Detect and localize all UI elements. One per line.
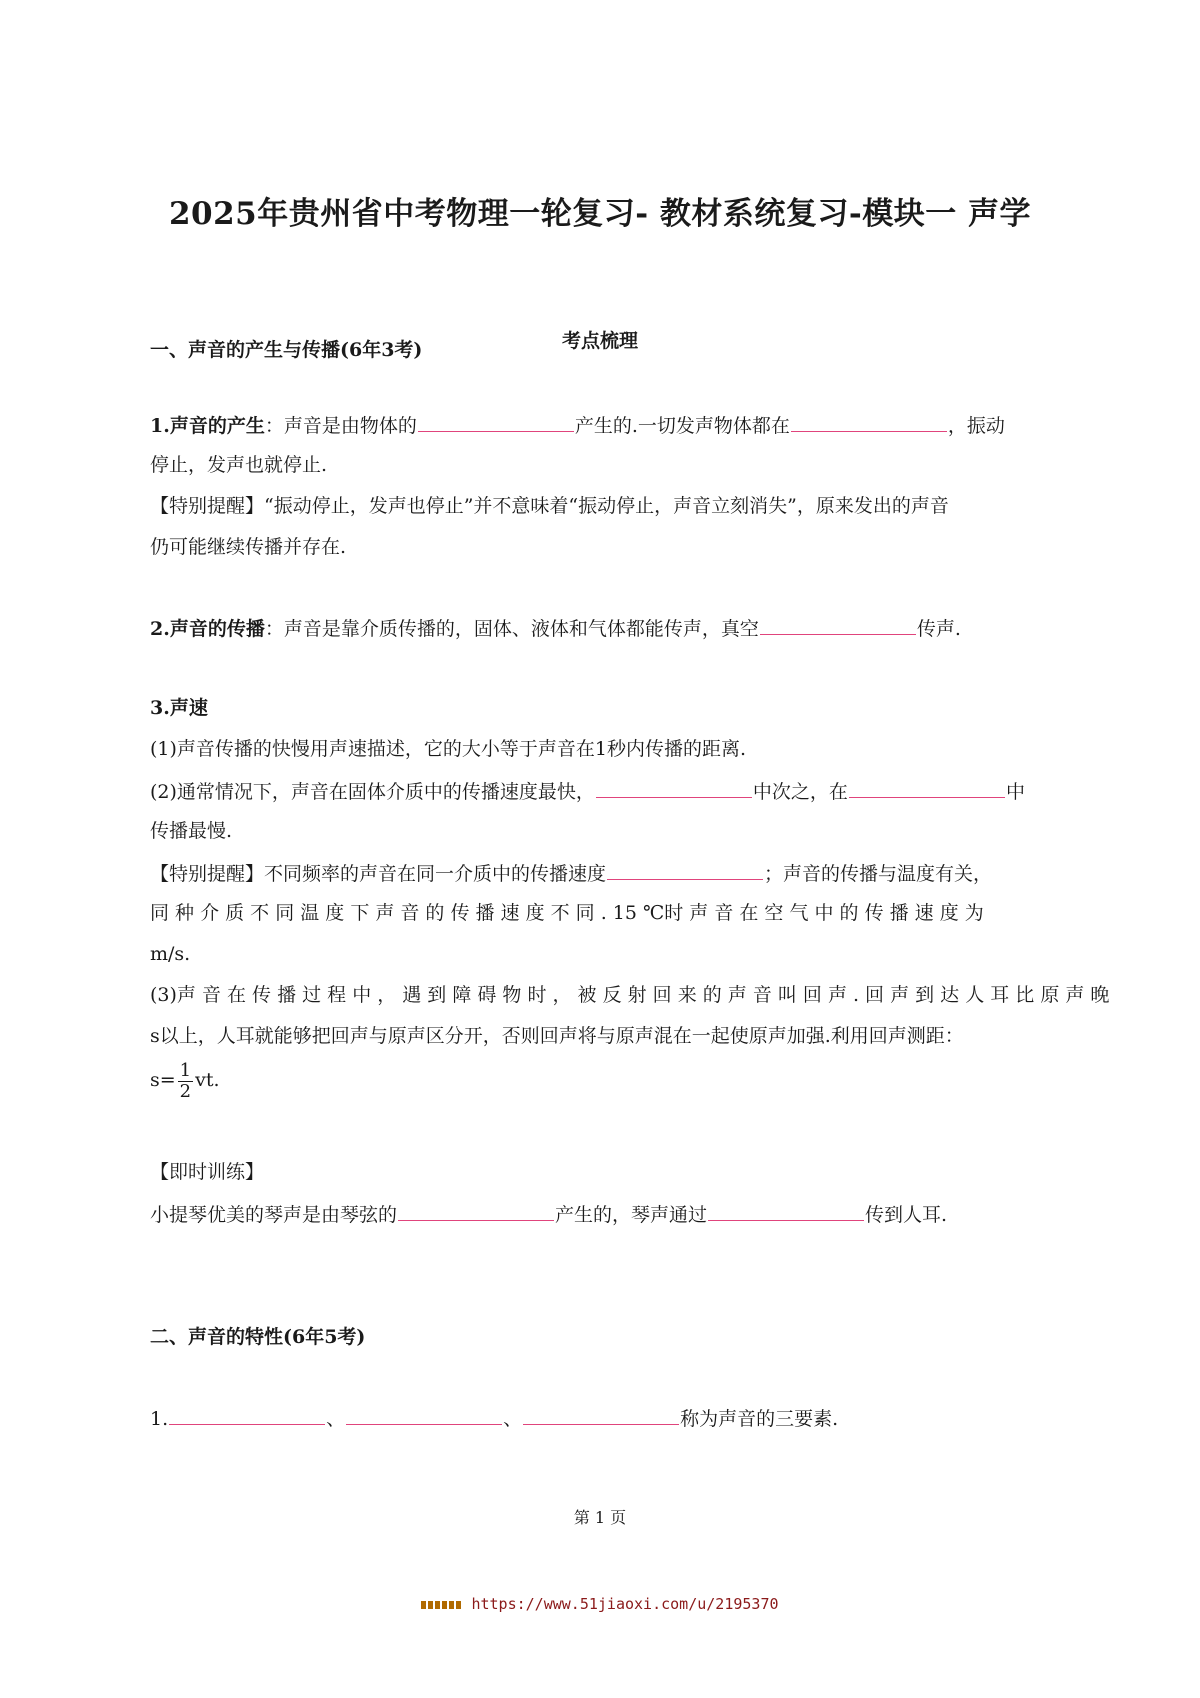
blank-5[interactable] [849, 778, 1005, 798]
p1-text-b: 产生的.一切发声物体都在 [574, 415, 790, 437]
s2-1-prefix: 1. [150, 1408, 169, 1430]
formula-suffix: vt. [195, 1069, 220, 1091]
p1-label: 1.声音的产生 [150, 415, 265, 437]
s2-1-suffix: 称为声音的三要素. [680, 1408, 839, 1430]
p3-item3-line1: (3)声 音 在 传 播 过 程 中 ， 遇 到 障 碍 物 时 ， 被 反 射 回 来 的 声 音 叫 回 声 . 回 声 到 达 人 耳 比 原 声 晚 [150, 984, 1110, 1006]
p3-item2-line2: 传播最慢. [150, 820, 233, 842]
blank-9[interactable] [169, 1405, 325, 1425]
paragraph-sound-production [150, 412, 1055, 438]
p1-text-c: ，振动 [947, 415, 1005, 437]
p2-text-b: 传声. [916, 618, 961, 640]
paragraph-sound-propagation [150, 615, 1055, 641]
practice-question [150, 1201, 1055, 1227]
blank-11[interactable] [523, 1405, 679, 1425]
p3-2-text-a: (2)通常情况下，声音在固体介质中的传播速度最快， [150, 781, 595, 803]
section1-heading: 一、声音的产生与传播(6年3考) [150, 339, 423, 361]
p1-text-a: ：声音是由物体的 [264, 415, 417, 437]
p3-2-text-b: 中次之，在 [752, 781, 848, 803]
tip2-text-a: 【特别提醒】不同频率的声音在同一介质中的传播速度 [150, 863, 607, 885]
blank-1[interactable] [418, 412, 574, 432]
p1-line2: 停止，发声也就停止. [150, 454, 328, 476]
document-title: 2025年贵州省中考物理一轮复习- 教材系统复习-模块一 声学 [168, 196, 1032, 232]
s2-item1 [150, 1405, 1055, 1431]
site-logo-icon [421, 1601, 463, 1609]
section-subtitle: 考点梳理 [561, 330, 638, 352]
p3-item1: (1)声音传播的快慢用声速描述，它的大小等于声音在1秒内传播的距离. [150, 738, 747, 760]
p3-2-text-c: 中 [1005, 781, 1025, 803]
tip2-line1 [150, 860, 1055, 886]
fraction-numerator: 1 [179, 1059, 192, 1081]
practice-text-c: 传到人耳. [865, 1204, 948, 1226]
formula-prefix: s= [150, 1069, 176, 1091]
page-number: 第 1 页 [573, 1508, 627, 1527]
footer [0, 1595, 1200, 1613]
p2-label: 2.声音的传播 [150, 618, 265, 640]
practice-text-b: 产生的，琴声通过 [555, 1204, 708, 1226]
practice-heading: 【即时训练】 [150, 1161, 265, 1183]
s2-1-sep-a: 、 [326, 1408, 346, 1430]
tip2-text-b: ；声音的传播与温度有关， [764, 863, 993, 885]
footer-url[interactable]: https://www.51jiaoxi.com/u/2195370 [471, 1595, 779, 1613]
tip1-line1: 【特别提醒】“振动停止，发声也停止”并不意味着“振动停止，声音立刻消失”，原来发出的声音 [150, 495, 949, 517]
s2-1-sep-b: 、 [503, 1408, 523, 1430]
blank-8[interactable] [708, 1201, 864, 1221]
blank-4[interactable] [596, 778, 752, 798]
blank-2[interactable] [791, 412, 947, 432]
echo-formula [150, 1058, 1055, 1102]
blank-3[interactable] [760, 615, 916, 635]
blank-10[interactable] [346, 1405, 502, 1425]
fraction-one-half [178, 1061, 193, 1102]
practice-text-a: 小提琴优美的琴声是由琴弦的 [150, 1204, 398, 1226]
tip2-line2: 同 种 介 质 不 同 温 度 下 声 音 的 传 播 速 度 不 同 . 15 ℃时 声 音 在 空 气 中 的 传 播 速 度 为 [150, 902, 984, 924]
tip2-line3: m/s. [150, 943, 191, 965]
p3-item3-line2: s以上，人耳就能够把回声与原声区分开，否则回声将与原声混在一起使原声加强.利用回声测距： [150, 1025, 964, 1047]
blank-6[interactable] [607, 860, 763, 880]
p3-item2 [150, 778, 1055, 804]
p2-text-a: ：声音是靠介质传播的，固体、液体和气体都能传声，真空 [264, 618, 759, 640]
section2-heading: 二、声音的特性(6年5考) [150, 1326, 366, 1348]
blank-7[interactable] [398, 1201, 554, 1221]
fraction-denominator: 2 [179, 1080, 192, 1102]
tip1-line2: 仍可能继续传播并存在. [150, 536, 347, 558]
p3-heading: 3.声速 [150, 697, 208, 719]
